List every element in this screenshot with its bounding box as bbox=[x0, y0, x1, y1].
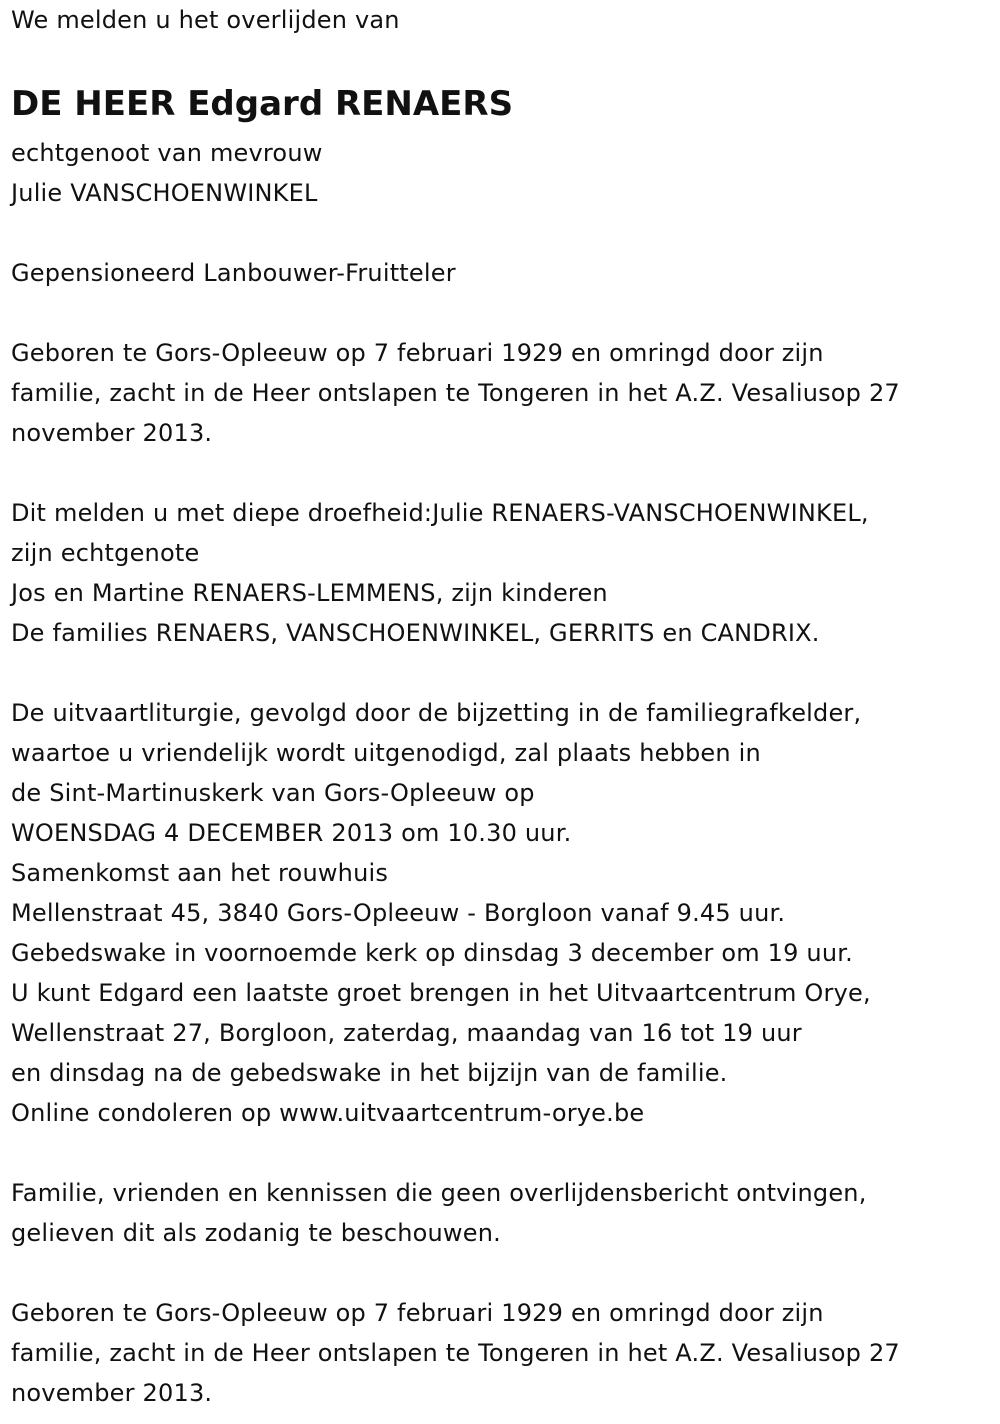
occupation: Gepensioneerd Lanbouwer-Fruitteler bbox=[11, 259, 456, 287]
paragraph-line: waartoe u vriendelijk wordt uitgenodigd, zal plaats hebben in bbox=[11, 739, 761, 767]
paragraph-line: Familie, vrienden en kennissen die geen overlijdensbericht ontvingen, bbox=[11, 1179, 867, 1207]
paragraph-line: zijn echtgenote bbox=[11, 539, 200, 567]
spacer bbox=[11, 653, 991, 693]
paragraph-line: Dit melden u met diepe droefheid:Julie RENAERS-VANSCHOENWINKEL, bbox=[11, 499, 869, 527]
birth-death-paragraph bbox=[11, 333, 991, 453]
paragraph-line: Mellenstraat 45, 3840 Gors-Opleeuw - Borgloon vanaf 9.45 uur. bbox=[11, 899, 786, 927]
paragraph-line: de Sint-Martinuskerk van Gors-Opleeuw op bbox=[11, 779, 535, 807]
paragraph-line: familie, zacht in de Heer ontslapen te Tongeren in het A.Z. Vesaliusop 27 bbox=[11, 379, 900, 407]
paragraph-line: en dinsdag na de gebedswake in het bijzijn van de familie. bbox=[11, 1059, 728, 1087]
deceased-name: DE HEER Edgard RENAERS bbox=[11, 84, 514, 124]
closing-paragraph bbox=[11, 1173, 991, 1253]
spacer bbox=[11, 213, 991, 253]
spouse-name: Julie VANSCHOENWINKEL bbox=[11, 179, 318, 207]
paragraph-line: familie, zacht in de Heer ontslapen te Tongeren in het A.Z. Vesaliusop 27 bbox=[11, 1339, 900, 1367]
paragraph-line: Wellenstraat 27, Borgloon, zaterdag, maandag van 16 tot 19 uur bbox=[11, 1019, 802, 1047]
paragraph-line: Gebedswake in voornoemde kerk op dinsdag 3 december om 19 uur. bbox=[11, 939, 853, 967]
funeral-paragraph bbox=[11, 693, 991, 1133]
death-notice bbox=[11, 0, 991, 1413]
paragraph-line: WOENSDAG 4 DECEMBER 2013 om 10.30 uur. bbox=[11, 819, 572, 847]
spacer bbox=[11, 453, 991, 493]
notice-intro: We melden u het overlijden van bbox=[11, 6, 400, 34]
paragraph-line: U kunt Edgard een laatste groet brengen in het Uitvaartcentrum Orye, bbox=[11, 979, 871, 1007]
paragraph-line: november 2013. bbox=[11, 419, 213, 447]
paragraph-line: Samenkomst aan het rouwhuis bbox=[11, 859, 389, 887]
paragraph-line: Geboren te Gors-Opleeuw op 7 februari 1929 en omringd door zijn bbox=[11, 339, 824, 367]
birth-death-paragraph-repeat bbox=[11, 1293, 991, 1413]
paragraph-line: november 2013. bbox=[11, 1379, 213, 1407]
condolence-url-line: Online condoleren op www.uitvaartcentrum-orye.be bbox=[11, 1099, 645, 1127]
spacer bbox=[11, 1133, 991, 1173]
spouse-line: echtgenoot van mevrouw bbox=[11, 139, 323, 167]
paragraph-line: De uitvaartliturgie, gevolgd door de bijzetting in de familiegrafkelder, bbox=[11, 699, 862, 727]
spacer bbox=[11, 1253, 991, 1293]
mourners-paragraph bbox=[11, 493, 991, 653]
paragraph-line: Geboren te Gors-Opleeuw op 7 februari 1929 en omringd door zijn bbox=[11, 1299, 824, 1327]
paragraph-line: Jos en Martine RENAERS-LEMMENS, zijn kinderen bbox=[11, 579, 608, 607]
spacer bbox=[11, 293, 991, 333]
paragraph-line: De families RENAERS, VANSCHOENWINKEL, GERRITS en CANDRIX. bbox=[11, 619, 820, 647]
paragraph-line: gelieven dit als zodanig te beschouwen. bbox=[11, 1219, 501, 1247]
